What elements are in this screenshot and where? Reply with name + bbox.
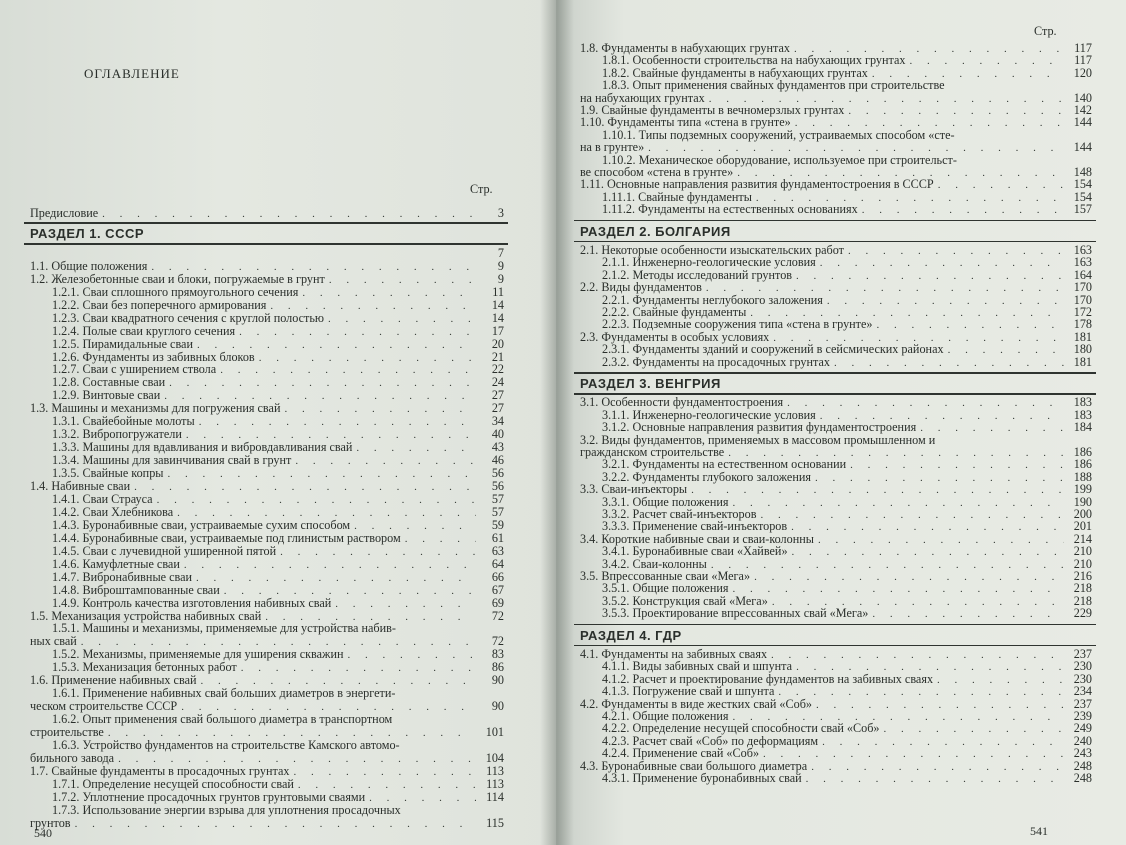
entry-title: 3.4.1. Буронабивные сваи «Хайвей» — [602, 544, 788, 559]
entry-title: 1.11.1. Свайные фундаменты — [602, 189, 752, 204]
entry-title: ве способом «стена в грунте» — [580, 165, 734, 179]
entry-title: 1.3. Машины и механизмы для погружения свай — [30, 401, 281, 416]
entry-title: 1.4.6. Камуфлетные сваи — [52, 556, 180, 571]
entry-page-number: 101 — [485, 725, 504, 740]
entry-title: 1.4.8. Виброштампованные сваи — [52, 582, 220, 597]
entry-page-number: 154 — [1073, 189, 1092, 204]
page-column-header: Стр. — [470, 182, 493, 196]
entry-page-number: 180 — [1073, 342, 1092, 357]
left-page — [0, 0, 556, 845]
section-rule — [574, 393, 1096, 395]
entry-page-number: 104 — [485, 750, 504, 765]
entry-page-number: 248 — [1073, 758, 1092, 773]
entry-page-number: 86 — [491, 660, 504, 675]
toc-subentry — [52, 622, 504, 635]
entry-title: 1.10. Фундаменты типа «стена в грунте» — [580, 115, 791, 130]
entry-page-number: 114 — [486, 789, 504, 804]
entry-title: 1.2.9. Винтовые сваи — [52, 388, 161, 403]
entry-title: 1.2. Железобетонные сваи и блоки, погружаемые в грунт — [30, 271, 325, 286]
toc-subentry — [602, 203, 1092, 217]
entry-title: 2.2.2. Свайные фундаменты — [602, 305, 747, 319]
entry-title: 1.6.2. Опыт применения свай большого диаметра в транспортном — [52, 712, 393, 727]
dot-leader — [834, 357, 1064, 370]
toc-subentry — [52, 713, 504, 726]
entry-page-number: 157 — [1073, 202, 1092, 217]
entry-page-number: 142 — [1073, 103, 1092, 117]
entry-page-number: 248 — [1073, 771, 1092, 785]
entry-page-number: 201 — [1073, 519, 1092, 534]
entry-page-number: 163 — [1073, 243, 1092, 257]
entry-title: 3.1. Особенности фундаментостроения — [580, 395, 784, 410]
entry-title: 3.5.1. Общие положения — [602, 581, 729, 596]
entry-page-number: 210 — [1073, 544, 1092, 559]
entry-page-number: 237 — [1073, 696, 1092, 711]
entry-title: 1.4.3. Буронабивные сваи, устраиваемые сухим способом — [52, 517, 351, 532]
entry-page-number: 9 — [497, 271, 504, 286]
entry-title: грунтов — [30, 815, 71, 830]
section-rule — [574, 372, 1096, 374]
entry-page-number: 9 — [497, 258, 504, 273]
entry-title: 4.1. Фундаменты на забивных сваях — [580, 647, 768, 661]
entry-title: 3.3.1. Общие положения — [602, 494, 729, 509]
entry-title: 4.3. Буронабивные сваи большого диаметра — [580, 758, 808, 773]
entry-page-number: 186 — [1073, 445, 1092, 459]
section-rule — [574, 220, 1096, 222]
entry-title: 1.8.3. Опыт применения свайных фундаментов при строительстве — [602, 78, 945, 93]
entry-page-number: 7 — [497, 245, 504, 260]
section-heading: РАЗДЕЛ 1. СССР — [30, 225, 145, 241]
entry-title: 3.4. Короткие набивные сваи и сваи-колонны — [580, 531, 814, 546]
entry-page-number: 188 — [1073, 469, 1092, 484]
entry-page-number: 148 — [1073, 165, 1092, 179]
entry-page-number: 186 — [1073, 457, 1092, 472]
entry-title: 1.6.3. Устройство фундаментов на строительстве Камского автомо- — [52, 738, 400, 752]
entry-title: 1.1. Общие положения — [30, 258, 148, 273]
entry-title: 1.4.5. Сваи с лучевидной уширенной пятой — [52, 543, 277, 558]
entry-title: Предисловие — [30, 206, 99, 220]
entry-title: 1.4.9. Контроль качества изготовления набивных свай — [52, 595, 332, 610]
entry-page-number: 21 — [491, 349, 504, 364]
entry-page-number: 214 — [1073, 531, 1092, 546]
entry-title: 3.3.2. Расчет свай-инъекторов — [602, 507, 757, 521]
entry-title: 1.5. Механизация устройства набивных свай — [30, 608, 262, 623]
entry-page-number: 230 — [1073, 659, 1092, 674]
entry-page-number: 218 — [1073, 593, 1092, 608]
entry-page-number: 117 — [1074, 53, 1092, 68]
entry-title: 1.2.4. Полые сваи круглого сечения — [52, 323, 236, 338]
entry-title: гражданском строительстве — [580, 445, 725, 459]
entry-page-number: 164 — [1073, 267, 1092, 282]
entry-title: 1.2.2. Сваи без поперечного армирования — [52, 297, 267, 312]
entry-title: 4.2.1. Общие положения — [602, 709, 729, 723]
entry-title: 3.1.2. Основные направления развития фундаментостроения — [602, 420, 917, 435]
entry-title: ных свай — [30, 634, 77, 649]
entry-page-number: 178 — [1073, 317, 1092, 332]
entry-title: 1.8.2. Свайные фундаменты в набухающих грунтах — [602, 65, 868, 80]
section-rule — [24, 243, 508, 245]
entry-title: бильного завода — [30, 750, 115, 765]
entry-page-number: 144 — [1073, 140, 1092, 155]
toc-entry — [30, 247, 504, 260]
entry-page-number: 24 — [491, 375, 504, 390]
entry-title: 4.2.2. Определение несущей способности свай «Соб» — [602, 721, 880, 736]
entry-page-number: 172 — [1073, 305, 1092, 319]
entry-page-number: 113 — [486, 763, 504, 778]
entry-title: 4.2.3. Расчет свай «Соб» по деформациям — [602, 733, 819, 748]
entry-page-number: 154 — [1073, 177, 1092, 192]
toc-subentry — [602, 607, 1092, 621]
entry-title: 3.3. Сваи-инъекторы — [580, 482, 688, 497]
entry-title: 1.2.5. Пирамидальные сваи — [52, 336, 193, 351]
entry-page-number: 69 — [491, 595, 504, 610]
entry-title: 1.3.2. Вибропогружатели — [52, 427, 182, 442]
entry-page-number: 14 — [491, 310, 504, 325]
entry-page-number: 170 — [1073, 280, 1092, 295]
page-number: 540 — [34, 826, 52, 840]
entry-page-number: 170 — [1073, 292, 1092, 307]
entry-title: 1.2.7. Сваи с уширением ствола — [52, 362, 217, 377]
entry-page-number: 72 — [491, 634, 504, 649]
entry-page-number: 59 — [491, 517, 504, 532]
entry-page-number: 199 — [1073, 482, 1092, 497]
entry-title: 2.2.1. Фундаменты неглубокого заложения — [602, 292, 823, 307]
section-heading: РАЗДЕЛ 3. ВЕНГРИЯ — [580, 376, 721, 391]
entry-title: 3.2.1. Фундаменты на естественном основании — [602, 457, 847, 472]
entry-page-number: 83 — [491, 647, 504, 662]
entry-title: 1.5.2. Механизмы, применяемые для уширения скважин — [52, 647, 344, 662]
dot-leader — [806, 773, 1064, 786]
toc-subentry — [52, 739, 504, 752]
entry-title: 3.3.3. Применение свай-инъекторов — [602, 519, 788, 534]
toc-subentry — [52, 804, 504, 817]
entry-page-number: 216 — [1073, 569, 1092, 583]
entry-title: 3.5. Впрессованные сваи «Мега» — [580, 569, 751, 583]
entry-title: 2.2.3. Подземные сооружения типа «стена в грунте» — [602, 317, 873, 332]
toc-entry — [30, 817, 504, 831]
entry-page-number: 200 — [1073, 507, 1092, 521]
entry-title: 1.10.2. Механическое оборудование, используемое при строительст- — [602, 152, 957, 167]
entry-page-number: 20 — [491, 336, 504, 351]
dot-leader — [75, 818, 476, 831]
toc-entry — [30, 207, 504, 221]
toc-subentry — [602, 356, 1092, 370]
entry-page-number: 117 — [1074, 41, 1092, 55]
section-heading: РАЗДЕЛ 4. ГДР — [580, 627, 682, 643]
entry-title: 2.1.2. Методы исследований грунтов — [602, 267, 793, 282]
entry-title: 3.2.2. Фундаменты глубокого заложения — [602, 469, 811, 484]
entry-page-number: 34 — [491, 414, 504, 429]
entry-page-number: 14 — [491, 297, 504, 312]
entry-title: 4.2.4. Применение свай «Соб» — [602, 746, 760, 761]
entry-page-number: 190 — [1073, 494, 1092, 509]
entry-title: 1.3.5. Свайные копры — [52, 466, 164, 481]
entry-page-number: 67 — [491, 582, 504, 597]
entry-page-number: 249 — [1073, 721, 1092, 736]
entry-title: 1.2.6. Фундаменты из забивных блоков — [52, 349, 255, 364]
entry-title: 3.5.3. Проектирование впрессованных свай «Мега» — [602, 606, 869, 621]
toc-subentry — [602, 129, 1092, 142]
entry-title: 1.10.1. Типы подземных сооружений, устраиваемых способом «сте- — [602, 127, 955, 142]
entry-title: 1.7.1. Определение несущей способности свай — [52, 776, 294, 791]
entry-page-number: 240 — [1073, 733, 1092, 748]
entry-title: ческом строительстве СССР — [30, 699, 178, 714]
entry-title: 1.3.1. Свайебойные молоты — [52, 414, 195, 429]
entry-page-number: 237 — [1073, 647, 1092, 661]
entry-page-number: 140 — [1073, 90, 1092, 105]
entry-title: 1.4.4. Буронабивные сваи, устраиваемые под глинистым раствором — [52, 530, 401, 545]
entry-title: 1.3.4. Машины для завинчивания свай в грунт — [52, 453, 292, 468]
entry-page-number: 22 — [491, 362, 504, 377]
entry-title: 3.4.2. Сваи-колонны — [602, 556, 707, 571]
entry-title: 2.3.1. Фундаменты зданий и сооружений в сейсмических районах — [602, 342, 944, 357]
section-heading: РАЗДЕЛ 2. БОЛГАРИЯ — [580, 223, 731, 239]
entry-title: 1.4.1. Сваи Страуса — [52, 491, 153, 506]
section-rule — [574, 645, 1096, 647]
entry-page-number: 27 — [491, 388, 504, 403]
section-rule — [574, 624, 1096, 626]
entry-page-number: 163 — [1073, 255, 1092, 270]
entry-title: 2.1.1. Инженерно-геологические условия — [602, 255, 816, 270]
entry-title: 1.2.3. Сваи квадратного сечения с круглой полостью — [52, 310, 325, 325]
entry-title: 1.4.7. Вибронабивные сваи — [52, 569, 193, 584]
entry-title: 1.2.1. Сваи сплошного прямоугольного сечения — [52, 284, 299, 299]
section-rule — [24, 222, 508, 224]
entry-page-number: 181 — [1073, 354, 1092, 369]
entry-page-number: 229 — [1073, 606, 1092, 621]
entry-page-number: 61 — [491, 530, 504, 545]
entry-title: 1.4. Набивные сваи — [30, 479, 131, 493]
entry-title: 1.8.1. Особенности строительства на набухающих грунтах — [602, 53, 906, 68]
toc-subentry — [602, 772, 1092, 786]
entry-page-number: 115 — [486, 815, 504, 830]
page-column-header: Стр. — [1034, 24, 1057, 38]
entry-title: 1.5.3. Механизация бетонных работ — [52, 660, 237, 675]
entry-page-number: 11 — [492, 284, 504, 299]
entry-page-number: 56 — [491, 466, 504, 481]
entry-title: 1.3.3. Машины для вдавливания и вибровдавливания свай — [52, 440, 353, 455]
entry-page-number: 72 — [491, 608, 504, 623]
right-page — [556, 0, 1126, 845]
entry-page-number: 56 — [491, 479, 504, 493]
entry-page-number: 218 — [1073, 581, 1092, 596]
entry-title: 1.9. Свайные фундаменты в вечномерзлых грунтах — [580, 103, 845, 117]
entry-title: на в грунте» — [580, 140, 645, 155]
entry-page-number: 57 — [491, 504, 504, 519]
entry-page-number: 234 — [1073, 684, 1092, 699]
entry-page-number: 27 — [491, 401, 504, 416]
entry-title: 3.1.1. Инженерно-геологические условия — [602, 407, 816, 422]
entry-title: 2.3. Фундаменты в особых условиях — [580, 329, 770, 344]
entry-title: 1.2.8. Составные сваи — [52, 375, 166, 390]
entry-title: 1.11. Основные направления развития фундаментостроения в СССР — [580, 177, 934, 192]
entry-page-number: 243 — [1073, 746, 1092, 761]
entry-page-number: 43 — [491, 440, 504, 455]
entry-page-number: 90 — [491, 699, 504, 714]
entry-page-number: 183 — [1073, 407, 1092, 422]
entry-title: 3.5.2. Конструкция свай «Мега» — [602, 593, 768, 608]
entry-page-number: 63 — [491, 543, 504, 558]
entry-title: 1.6. Применение набивных свай — [30, 673, 197, 688]
entry-title: 1.11.2. Фундаменты на естественных основаниях — [602, 202, 858, 217]
toc-title: ОГЛАВЛЕНИЕ — [84, 66, 180, 81]
entry-page-number: 181 — [1073, 329, 1092, 344]
dot-leader — [862, 204, 1064, 217]
entry-title: 1.5.1. Машины и механизмы, применяемые для устройства набив- — [52, 621, 396, 636]
entry-page-number: 40 — [491, 427, 504, 442]
entry-title: 1.7.2. Уплотнение просадочных грунтов грунтовыми сваями — [52, 789, 366, 804]
entry-title: 1.8. Фундаменты в набухающих грунтах — [580, 41, 790, 55]
entry-title: 4.1.2. Расчет и проектирование фундаментов на забивных сваях — [602, 671, 934, 686]
page-number: 541 — [1030, 824, 1048, 838]
entry-page-number: 57 — [491, 491, 504, 506]
entry-title: 1.4.2. Сваи Хлебникова — [52, 504, 174, 519]
entry-title: строительстве — [30, 725, 104, 740]
entry-page-number: 3 — [497, 206, 504, 220]
entry-page-number: 66 — [491, 569, 504, 584]
entry-page-number: 120 — [1073, 65, 1092, 80]
entry-page-number: 113 — [486, 776, 504, 791]
entry-title: 2.1. Некоторые особенности изыскательских работ — [580, 243, 844, 257]
entry-page-number: 144 — [1073, 115, 1092, 130]
entry-title: 1.6.1. Применение набивных свай больших диаметров в энергети- — [52, 686, 396, 701]
entry-page-number: 239 — [1073, 709, 1092, 723]
entry-title: 1.7.3. Использование энергии взрыва для уплотнения просадочных — [52, 802, 401, 817]
entry-page-number: 183 — [1073, 395, 1092, 410]
entry-page-number: 64 — [491, 556, 504, 571]
entry-page-number: 46 — [491, 453, 504, 468]
entry-page-number: 210 — [1073, 556, 1092, 571]
entry-page-number: 90 — [491, 673, 504, 688]
entry-page-number: 17 — [491, 323, 504, 338]
entry-title: 2.3.2. Фундаменты на просадочных грунтах — [602, 354, 830, 369]
dot-leader — [102, 208, 476, 221]
entry-page-number: 184 — [1073, 420, 1092, 435]
entry-title: 4.1.3. Погружение свай и шпунта — [602, 684, 775, 699]
entry-title: 4.2. Фундаменты в виде жестких свай «Соб» — [580, 696, 813, 711]
entry-title: 4.3.1. Применение буронабивных свай — [602, 771, 802, 785]
entry-title: 1.7. Свайные фундаменты в просадочных грунтах — [30, 763, 290, 778]
entry-title: 3.2. Виды фундаментов, применяемых в массовом промышленном и — [580, 432, 936, 447]
entry-page-number: 230 — [1073, 671, 1092, 686]
entry-title: 2.2. Виды фундаментов — [580, 280, 702, 295]
entry-title: 4.1.1. Виды забивных свай и шпунта — [602, 659, 793, 674]
entry-title: на набухающих грунтах — [580, 90, 705, 105]
dot-leader — [872, 608, 1064, 621]
section-rule — [574, 241, 1096, 243]
